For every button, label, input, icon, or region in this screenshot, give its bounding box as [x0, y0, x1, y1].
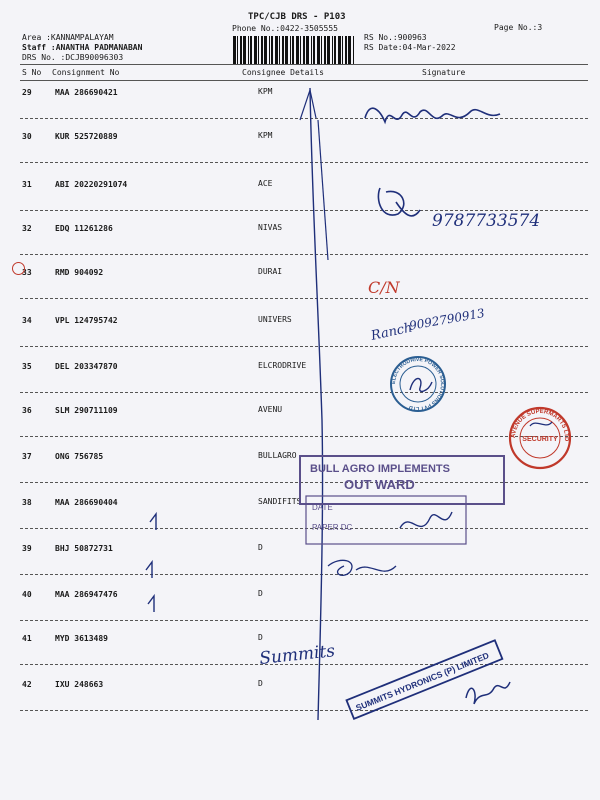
row-separator — [20, 436, 588, 437]
row-consignment-no: DEL 203347870 — [55, 362, 118, 371]
row-separator — [20, 346, 588, 347]
row-consignee: UNIVERS — [258, 315, 292, 324]
bull-agro-stamp — [300, 456, 504, 544]
row-consignment-no: MAA 286690404 — [55, 498, 118, 507]
staff-label: Staff :ANANTHA PADMANABAN — [22, 43, 143, 52]
row-consignment-no: IXU 248663 — [55, 680, 104, 689]
handwritten-cn: C/N — [368, 278, 400, 297]
row-separator — [20, 162, 588, 163]
page-number: Page No.:3 — [494, 23, 543, 32]
svg-text:BULL AGRO IMPLEMENTS: BULL AGRO IMPLEMENTS — [310, 463, 450, 475]
barcode — [232, 36, 356, 64]
row-consignee: D — [258, 543, 263, 552]
row-separator — [20, 298, 588, 299]
tick-mark-40 — [148, 596, 154, 612]
svg-text:DATE: DATE — [312, 503, 333, 512]
row-consignment-no: ONG 756785 — [55, 452, 104, 461]
row-consignee: KPM — [258, 131, 273, 140]
row-separator — [20, 710, 588, 711]
rs-date: RS Date:04-Mar-2022 — [364, 43, 456, 52]
row-consignment-no: MAA 286690421 — [55, 88, 118, 97]
row-sno: 34 — [22, 316, 32, 325]
column-rule — [20, 80, 588, 81]
row-consignment-no: ABI 20220291074 — [55, 180, 128, 189]
handwritten-phone: 9787733574 — [432, 211, 541, 231]
vertical-pen-stroke-2 — [318, 120, 328, 260]
svg-text:ELECTRODRIVE POWER SOLUTIONS P: ELECTRODRIVE POWER SOLUTIONS PVT LTD — [390, 356, 446, 412]
row-consignee: ELCRODRIVE — [258, 361, 307, 370]
column-consignment: Consignment No — [52, 68, 120, 77]
row-sno: 42 — [22, 680, 32, 689]
signature-row-31 — [378, 188, 420, 216]
avenue-stamp — [510, 408, 570, 468]
row-sno: 35 — [22, 362, 32, 371]
column-consignee: Consignee Details — [242, 68, 324, 77]
row-consignee: AVENU — [258, 405, 283, 414]
row-consignee: DURAI — [258, 267, 283, 276]
row-consignment-no: EDQ 11261286 — [55, 224, 113, 233]
svg-text:SECURITY: SECURITY — [522, 436, 558, 443]
row-consignee: ACE — [258, 179, 273, 188]
row-consignee: D — [258, 633, 263, 642]
row-separator — [20, 482, 588, 483]
area-label: Area :KANNAMPALAYAM — [22, 33, 114, 42]
tick-mark-39 — [146, 562, 152, 578]
row-33-circle-mark — [12, 262, 25, 275]
row-sno: 33 — [22, 268, 32, 277]
row-consignment-no: BHJ 50872731 — [55, 544, 113, 553]
row-consignment-no: SLM 290711109 — [55, 406, 118, 415]
elcrodrive-stamp — [391, 357, 445, 411]
svg-text:OUT WARD: OUT WARD — [344, 477, 415, 492]
row-consignee: BULLAGRO — [258, 451, 297, 460]
row-separator — [20, 392, 588, 393]
row-sno: 39 — [22, 544, 32, 553]
row-consignee: D — [258, 589, 263, 598]
row-consignment-no: KUR 525720889 — [55, 132, 118, 141]
row-sno: 31 — [22, 180, 32, 189]
row-consignee: D — [258, 679, 263, 688]
row-separator — [20, 118, 588, 119]
row-consignment-no: MAA 286947476 — [55, 590, 118, 599]
rs-number: RS No.:900963 — [364, 33, 427, 42]
header-rule — [20, 64, 588, 65]
row-separator — [20, 254, 588, 255]
row-separator — [20, 664, 588, 665]
row-separator — [20, 210, 588, 211]
handwritten-summits: Summits — [258, 641, 336, 669]
column-sno: S No — [22, 68, 42, 77]
row-sno: 38 — [22, 498, 32, 507]
row-separator — [20, 620, 588, 621]
row-sno: 40 — [22, 590, 32, 599]
row-separator — [20, 574, 588, 575]
row-sno: 36 — [22, 406, 32, 415]
row-consignee: SANDIFITS — [258, 497, 302, 506]
signature-row-42 — [466, 682, 510, 704]
row-consignee: NIVAS — [258, 223, 283, 232]
row-sno: 30 — [22, 132, 32, 141]
row-consignment-no: MYD 3613489 — [55, 634, 108, 643]
sheet-title: TPC/CJB DRS - P103 — [248, 12, 346, 22]
row-sno: 41 — [22, 634, 32, 643]
svg-text:AVENUE SUPERMARTS LTD: AVENUE SUPERMARTS LTD — [510, 408, 570, 442]
handwritten-ranch-phone: 9092790913 — [408, 305, 486, 333]
row-sno: 37 — [22, 452, 32, 461]
svg-text:PAPER DC: PAPER DC — [312, 523, 353, 532]
row-consignment-no: RMD 904092 — [55, 268, 104, 277]
arrow-stroke — [300, 90, 316, 120]
column-signature: Signature — [422, 68, 466, 77]
signature-row-29 — [365, 108, 500, 122]
row-sno: 29 — [22, 88, 32, 97]
phone-number: Phone No.:0422-3505555 — [232, 24, 338, 33]
row-separator — [20, 528, 588, 529]
svg-text:SUMMITS HYDRONICS (P) LIMITED: SUMMITS HYDRONICS (P) LIMITED — [354, 650, 491, 713]
drs-number: DRS No. :DCJB90096303 — [22, 53, 124, 62]
row-consignee: KPM — [258, 87, 273, 96]
vertical-pen-stroke — [310, 88, 323, 720]
row-consignment-no: VPL 124795742 — [55, 316, 118, 325]
summits-stamp — [346, 640, 502, 718]
handwritten-ranch: Ranch — [369, 320, 414, 344]
row-sno: 32 — [22, 224, 32, 233]
